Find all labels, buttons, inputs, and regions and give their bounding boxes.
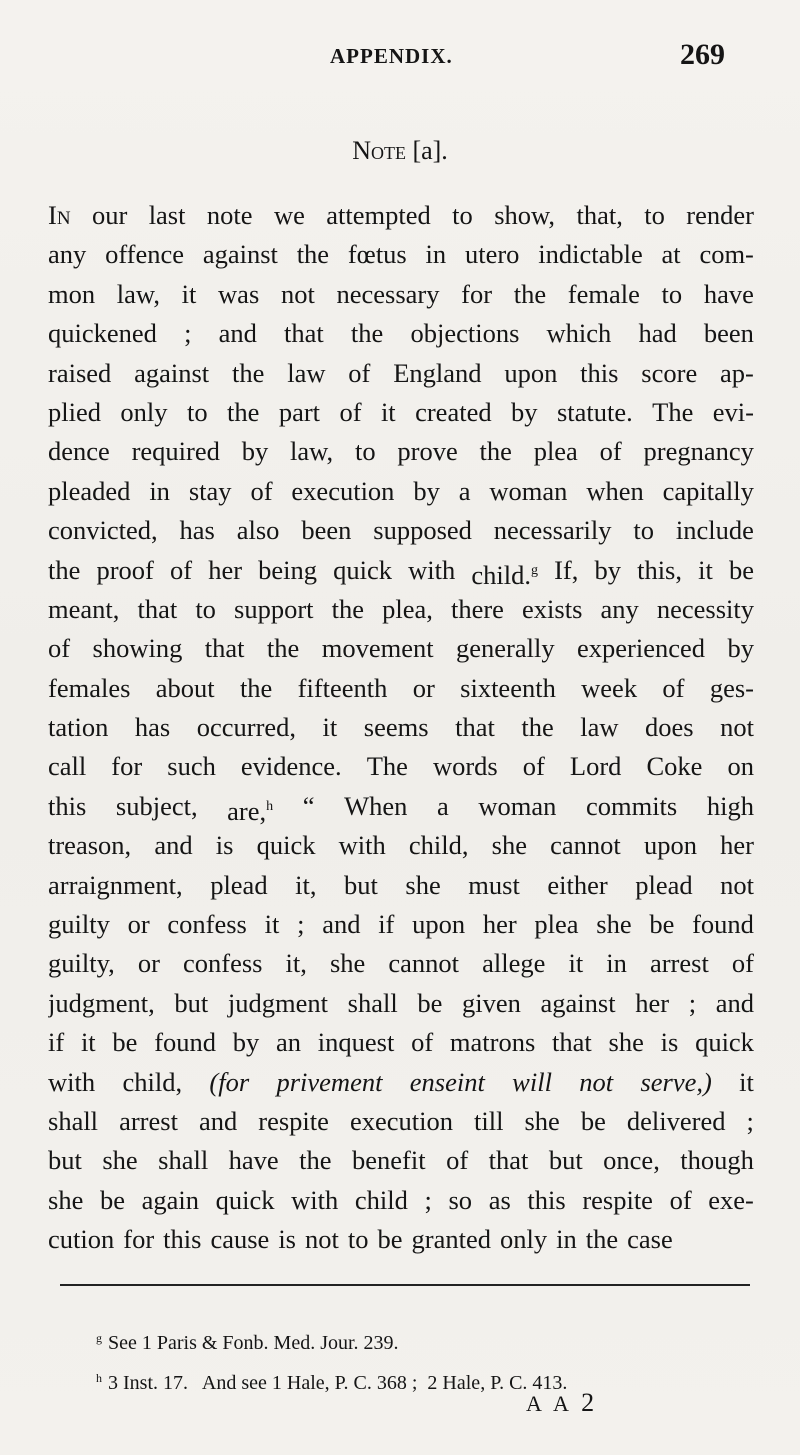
text-line: treason, and is quick with child, she cannot upon her — [48, 830, 754, 861]
text-line: convicted, has also been supposed necessarily to include — [48, 515, 754, 546]
body-text — [48, 196, 754, 1260]
text-line: meant, that to support the plea, there exists any necessity — [48, 593, 754, 624]
signature-letters: A A — [526, 1391, 572, 1416]
footnote-g — [96, 1318, 776, 1358]
text-line: of showing that the movement generally experienced by — [48, 633, 754, 664]
footnote-text: See 1 Paris & Fonb. Med. Jour. 239. — [108, 1332, 399, 1354]
text-line: guilty, or confess it, she cannot allege it in arrest of — [48, 948, 754, 979]
text-line: with child, (for privement enseint will not serve,) it — [48, 1066, 754, 1097]
footnote-marker: h — [96, 1371, 102, 1385]
text-line: tation has occurred, it seems that the law does not — [48, 712, 754, 743]
text-line: call for such evidence. The words of Lord Coke on — [48, 751, 754, 782]
text-line: plied only to the part of it created by statute. The evi- — [48, 396, 754, 427]
text-line: shall arrest and respite execution till she be delivered ; — [48, 1105, 754, 1136]
text-line: any offence against the fœtus in utero indictable at com- — [48, 239, 754, 270]
running-head: APPENDIX. — [330, 44, 453, 68]
text-line: quickened ; and that the objections which had been — [48, 318, 754, 349]
footnote-marker: g — [96, 1331, 102, 1345]
signature-mark — [526, 1388, 594, 1418]
text-line: but she shall have the benefit of that but once, though — [48, 1145, 754, 1176]
text-line: if it be found by an inquest of matrons that she is quick — [48, 1027, 754, 1058]
text-line: pleaded in stay of execution by a woman when capitally — [48, 475, 754, 506]
footnote-divider — [60, 1284, 750, 1286]
note-title-label: [a]. — [412, 136, 448, 165]
signature-number: 2 — [581, 1388, 595, 1417]
text-line: guilty or confess it ; and if upon her plea she be found — [48, 909, 754, 940]
text-line: raised against the law of England upon this score ap- — [48, 357, 754, 388]
text-line: cution for this cause is not to be granted only in the case — [48, 1224, 673, 1255]
page-number: 269 — [680, 38, 725, 71]
note-title-word: Note — [352, 136, 406, 165]
text-line: she be again quick with child ; so as this respite of exe- — [48, 1184, 754, 1215]
note-title — [0, 136, 800, 166]
text-line: females about the fifteenth or sixteenth week of ges- — [48, 672, 754, 703]
text-line: In our last note we attempted to show, that, to render — [48, 200, 754, 230]
text-line: the proof of her being quick with child.$^g$ If, by this, it be — [48, 554, 754, 590]
text-line: this subject, are,$^h$ “ When a woman commits high — [48, 790, 754, 826]
footnote-text: 3 Inst. 17. And see 1 Hale, P. C. 368 ; 2 Hale, P. C. 413. — [108, 1372, 568, 1394]
text-line: dence required by law, to prove the plea of pregnancy — [48, 436, 754, 467]
footnotes — [96, 1318, 776, 1398]
footnote-h — [96, 1358, 776, 1398]
text-line: judgment, but judgment shall be given against her ; and — [48, 987, 754, 1018]
text-line: mon law, it was not necessary for the female to have — [48, 278, 754, 309]
text-line: arraignment, plead it, but she must either plead not — [48, 869, 754, 900]
